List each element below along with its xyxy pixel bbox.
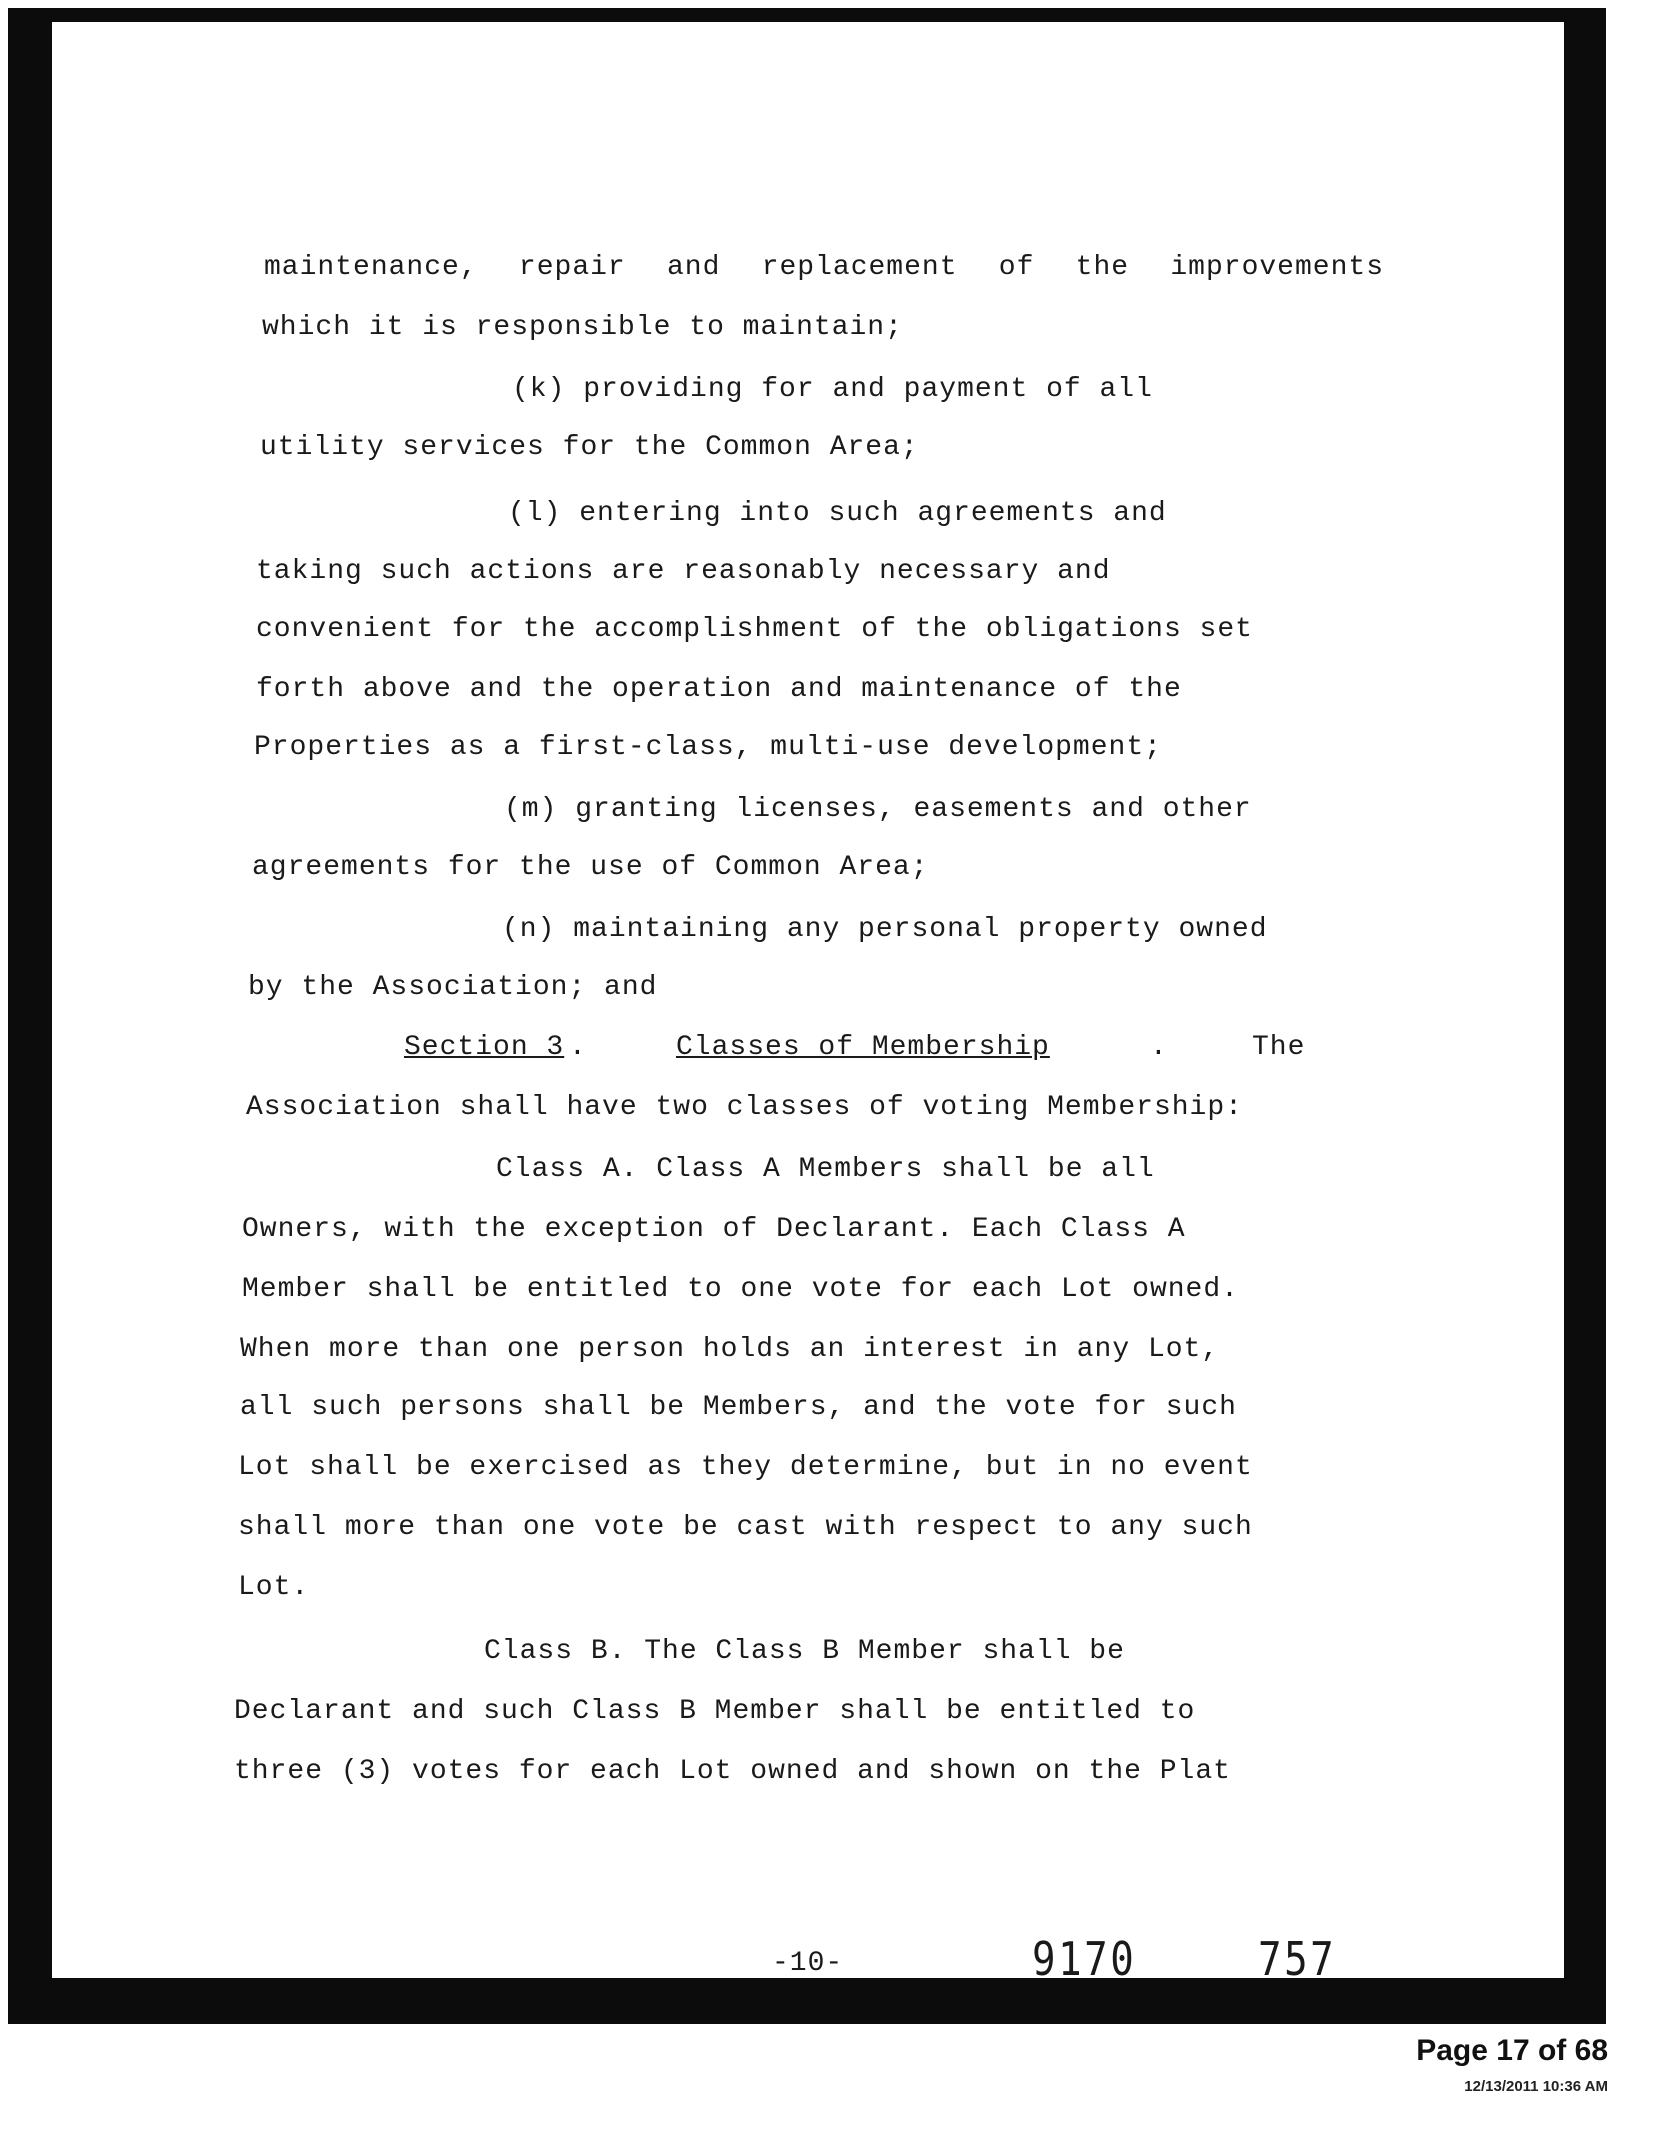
word: repair (518, 252, 626, 283)
text-line: Declarant and such Class B Member shall be entitled to (234, 1696, 1196, 1727)
text-line: all such persons shall be Members, and the vote for such (240, 1392, 1237, 1423)
text-line: utility services for the Common Area; (260, 432, 919, 463)
text-line: Owners, with the exception of Declarant. Each Class A (242, 1214, 1186, 1245)
text-line: three (3) votes for each Lot owned and shown on the Plat (234, 1756, 1231, 1787)
book-page-number: 757 (1258, 1932, 1337, 1986)
text-line: forth above and the operation and maintenance of the (256, 674, 1182, 705)
text-line: (k) providing for and payment of all (512, 374, 1153, 405)
text-line: Association shall have two classes of voting Membership: (246, 1092, 1243, 1123)
text-line: Lot shall be exercised as they determine, but in no event (238, 1452, 1253, 1483)
text-line: convenient for the accomplishment of the obligations set (256, 614, 1253, 645)
section-label: Section 3 (404, 1032, 565, 1063)
text-line: Lot. (238, 1572, 310, 1603)
word: the (1075, 252, 1130, 283)
section-continuation: The (1252, 1032, 1306, 1063)
text-line: Member shall be entitled to one vote for each Lot owned. (242, 1274, 1239, 1305)
text-line: (l) entering into such agreements and (508, 498, 1167, 529)
text-line: shall more than one vote be cast with respect to any such (238, 1512, 1253, 1543)
word: maintenance, (264, 252, 478, 283)
page-number: -10- (772, 1948, 844, 1979)
text-line: Properties as a first-class, multi-use development; (254, 732, 1162, 763)
text-line: When more than one person holds an interest in any Lot, (240, 1334, 1220, 1365)
word: of (998, 252, 1035, 283)
section-period: . (569, 1032, 587, 1063)
text-line: Class A. Class A Members shall be all (496, 1154, 1155, 1185)
book-number: 9170 (1032, 1932, 1137, 1986)
text-line: Class B. The Class B Member shall be (484, 1636, 1125, 1667)
scanned-page (52, 22, 1564, 1986)
word: improvements (1170, 252, 1384, 283)
word: and (667, 252, 721, 283)
text-line: by the Association; and (248, 972, 658, 1003)
section-heading (52, 1032, 1564, 1072)
text-line: which it is responsible to maintain; (262, 312, 903, 343)
text-line: agreements for the use of Common Area; (252, 852, 929, 883)
text-line: taking such actions are reasonably necessary and (256, 556, 1111, 587)
section-title-period: . (1150, 1032, 1168, 1063)
text-line (264, 252, 1384, 284)
text-line: (n) maintaining any personal property owned (502, 914, 1268, 945)
page-count-label: Page 17 of 68 (1416, 2034, 1608, 2067)
scan-timestamp: 12/13/2011 10:36 AM (1464, 2078, 1608, 2095)
section-title: Classes of Membership (676, 1032, 1050, 1063)
text-line: (m) granting licenses, easements and other (504, 794, 1252, 825)
word: replacement (761, 252, 958, 283)
